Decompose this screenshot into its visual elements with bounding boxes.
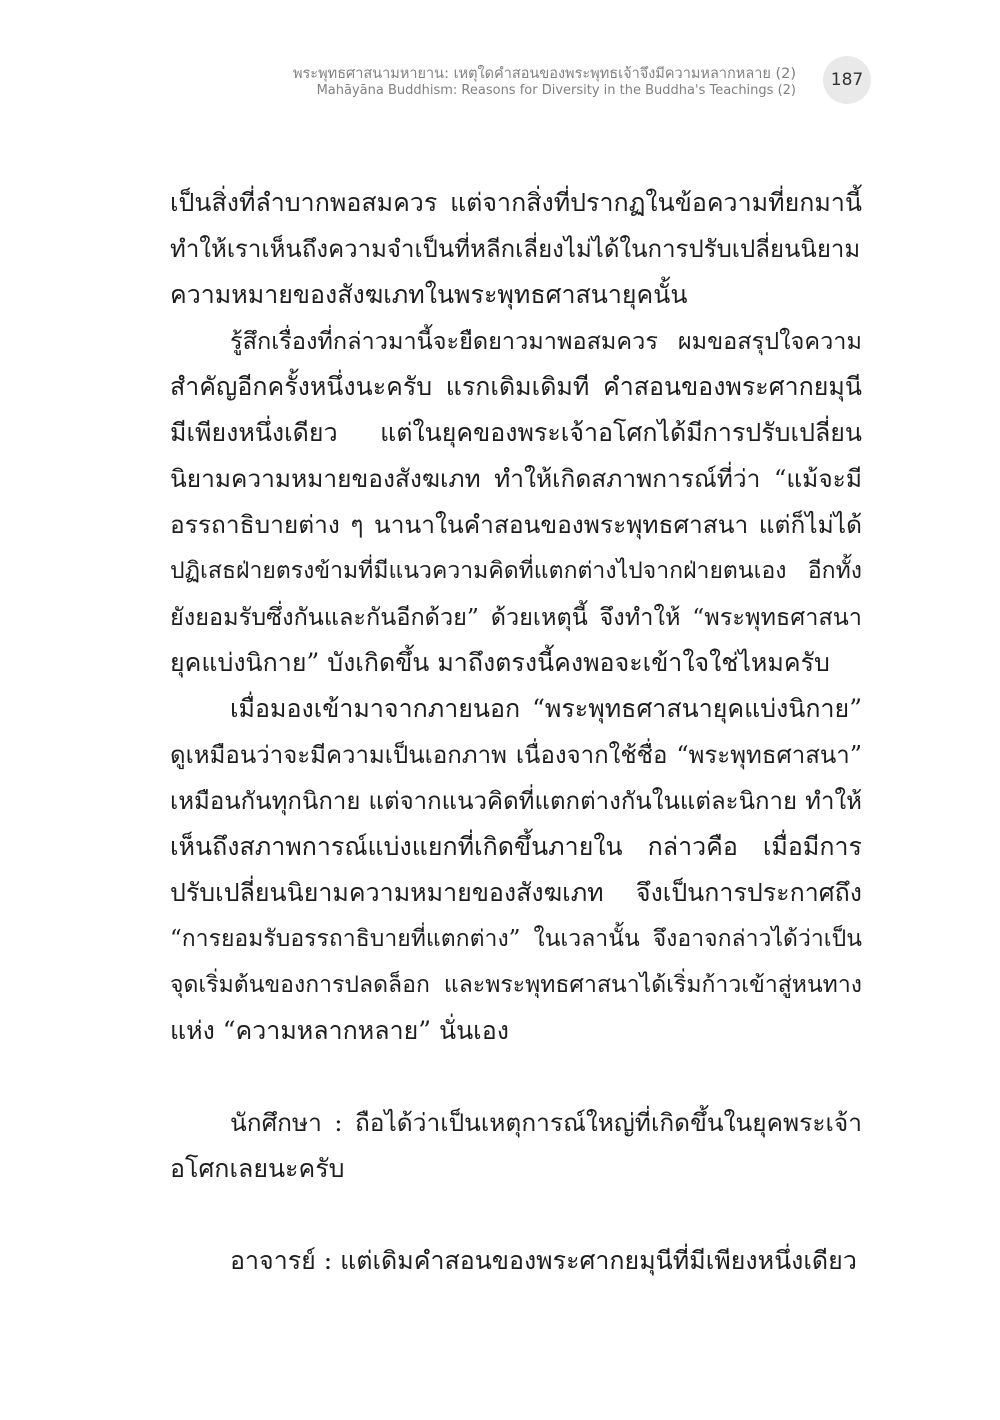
page-number: 187 xyxy=(830,70,864,90)
paragraph-3-line-6: “การยอมรับอรรถาธิบายที่แตกต่าง” ในเวลานั้น จึงอาจกล่าวได้ว่าเป็น xyxy=(170,926,862,952)
student-dialogue xyxy=(170,1100,862,1192)
page-number-badge xyxy=(823,56,871,104)
paragraph-3-line-7: จุดเริ่มต้นของการปลดล็อก และพระพุทธศาสนาได้เริ่มก้าวเข้าสู่หนทาง xyxy=(170,972,862,998)
paragraph-2-line-6: ปฏิเสธฝ่ายตรงข้ามที่มีแนวความคิดที่แตกต่างไปจากฝ่ายตนเอง อีกทั้ง xyxy=(170,558,862,584)
paragraph-3-line-2: ดูเหมือนว่าจะมีความเป็นเอกภาพ เนื่องจากใช้ชื่อ “พระพุทธศาสนา” xyxy=(170,741,862,769)
paragraph-3-line-8: แห่ง “ความหลากหลาย” นั่นเอง xyxy=(170,1016,509,1045)
paragraph-1-line-1: เป็นสิ่งที่ลำบากพอสมควร แต่จากสิ่งที่ปรากฏในข้อความที่ยกมานี้ xyxy=(170,188,862,217)
paragraph-1 xyxy=(170,180,862,318)
student-dialogue-line-2: อโศกเลยนะครับ xyxy=(170,1154,345,1183)
paragraph-3-line-4: เห็นถึงสภาพการณ์แบ่งแยกที่เกิดขึ้นภายใน กล่าวคือ เมื่อมีการ xyxy=(170,832,862,861)
teacher-dialogue-line-1: อาจารย์ : แต่เดิมคำสอนของพระศากยมุนีที่มีเพียงหนึ่งเดียว xyxy=(230,1246,857,1275)
paragraph-3-line-3: เหมือนกันทุกนิกาย แต่จากแนวคิดที่แตกต่างกันในแต่ละนิกาย ทำให้ xyxy=(170,787,862,815)
paragraph-2-line-5: อรรถาธิบายต่าง ๆ นานาในคำสอนของพระพุทธศาสนา แต่ก็ไม่ได้ xyxy=(170,510,862,539)
paragraph-2-line-4: นิยามความหมายของสังฆเภท ทำให้เกิดสภาพการณ์ที่ว่า “แม้จะมี xyxy=(170,464,862,493)
paragraph-2-line-1: รู้สึกเรื่องที่กล่าวมานี้จะยืดยาวมาพอสมควร ผมขอสรุปใจความ xyxy=(230,327,862,355)
paragraph-spacer xyxy=(170,1054,862,1100)
running-header xyxy=(293,66,796,99)
paragraph-1-line-3: ความหมายของสังฆเภทในพระพุทธศาสนายุคนั้น xyxy=(170,280,688,309)
running-header-thai-title: พระพุทธศาสนามหายาน: เหตุใดคำสอนของพระพุทธเจ้าจึงมีความหลากหลาย (2) xyxy=(292,66,796,82)
paragraph-2-line-3: มีเพียงหนึ่งเดียว แต่ในยุคของพระเจ้าอโศกได้มีการปรับเปลี่ยน xyxy=(170,418,862,447)
running-header-english-title: Mahāyāna Buddhism: Reasons for Diversity in the Buddha's Teachings (2) xyxy=(316,83,796,99)
paragraph-3-line-1: เมื่อมองเข้ามาจากภายนอก “พระพุทธศาสนายุคแบ่งนิกาย” xyxy=(230,694,862,723)
student-dialogue-line-1: นักศึกษา : ถือได้ว่าเป็นเหตุการณ์ใหญ่ที่เกิดขึ้นในยุคพระเจ้า xyxy=(230,1108,862,1137)
paragraph-2-line-7: ยังยอมรับซึ่งกันและกันอีกด้วย” ด้วยเหตุนี้ จึงทำให้ “พระพุทธศาสนา xyxy=(170,603,862,631)
paragraph-2 xyxy=(170,318,862,686)
main-body-text xyxy=(170,180,862,1284)
paragraph-spacer xyxy=(170,1192,862,1238)
paragraph-1-line-2: ทำให้เราเห็นถึงความจำเป็นที่หลีกเลี่ยงไม่ได้ในการปรับเปลี่ยนนิยาม xyxy=(170,235,861,263)
paragraph-3 xyxy=(170,686,862,1054)
paragraph-2-line-8: ยุคแบ่งนิกาย” บังเกิดขึ้น มาถึงตรงนี้คงพอจะเข้าใจใช่ไหมครับ xyxy=(170,648,830,677)
paragraph-2-line-2: สำคัญอีกครั้งหนึ่งนะครับ แรกเดิมเดิมที คำสอนของพระศากยมุนี xyxy=(170,372,862,401)
teacher-dialogue xyxy=(170,1238,862,1284)
paragraph-3-line-5: ปรับเปลี่ยนนิยามความหมายของสังฆเภท จึงเป็นการประกาศถึง xyxy=(170,878,862,907)
